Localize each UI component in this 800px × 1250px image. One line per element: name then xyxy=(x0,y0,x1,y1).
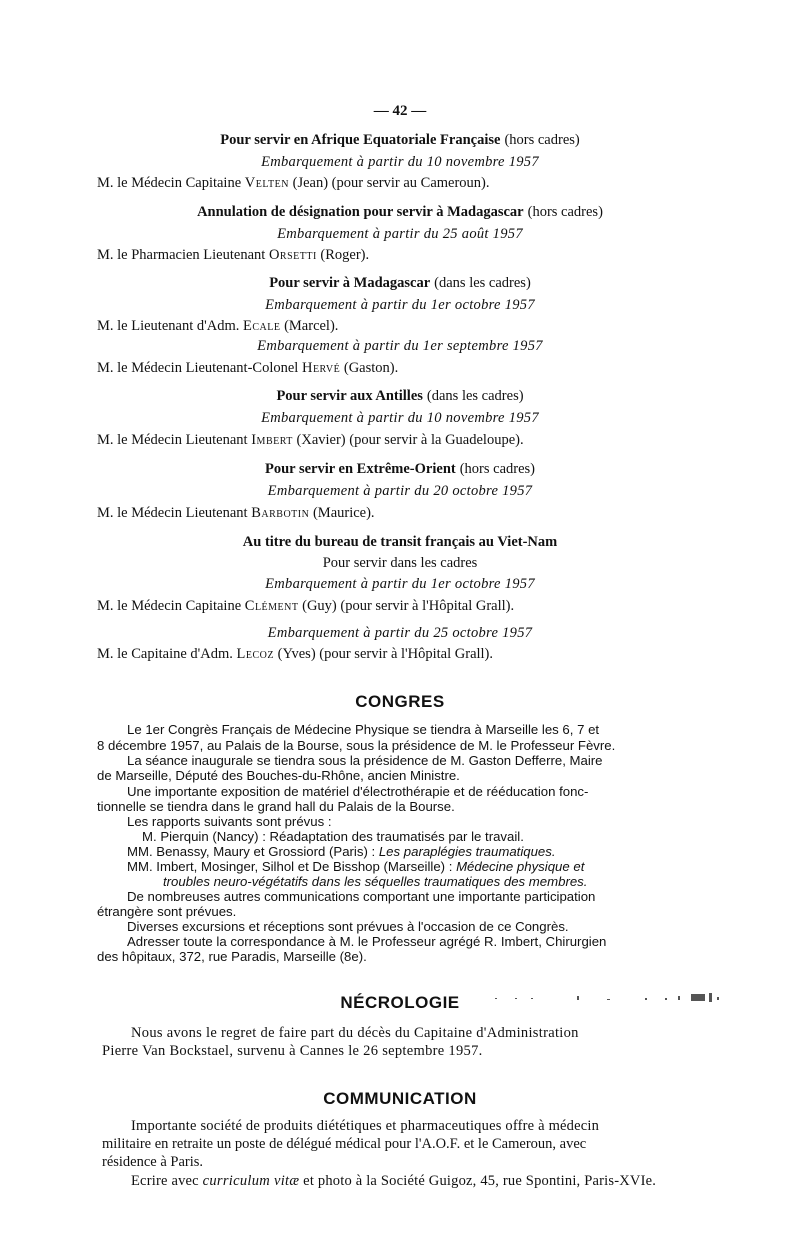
section-title: Pour servir aux Antilles xyxy=(276,388,423,404)
section-heading xyxy=(0,533,800,551)
section-qualifier: (dans les cadres) xyxy=(434,275,531,291)
necrologie-heading: NÉCROLOGIE xyxy=(340,993,460,1012)
embarkment-date: Embarquement à partir du 1er octobre 1957 xyxy=(265,576,535,592)
person-entry: M. le Capitaine d'Adm. Lecoz (Yves) (pour servir à l'Hôpital Grall). xyxy=(97,646,494,662)
section-qualifier: (dans les cadres) xyxy=(426,388,524,404)
person-entry: M. le Médecin Capitaine Velten (Jean) (pour servir au Cameroun). xyxy=(97,175,490,191)
section-heading xyxy=(0,387,800,405)
congres-text: 8 décembre 1957, au Palais de la Bourse, sous la présidence de M. le Professeur Fèvre. xyxy=(97,738,616,753)
congres-text: MM. Benassy, Maury et Grossiord (Paris) : Les paraplégies traumatiques. xyxy=(127,844,556,859)
congres-text: des hôpitaux, 372, rue Paradis, Marseille (8e). xyxy=(97,949,367,964)
communication-text: Importante société de produits diététiques et pharmaceutiques offre à médecin xyxy=(131,1118,600,1134)
embarkment-date: Embarquement à partir du 10 novembre 1957 xyxy=(261,154,539,170)
congres-text: Une importante exposition de matériel d'électrothérapie et de rééducation fonc- xyxy=(127,784,589,799)
embarkment-date: Embarquement à partir du 20 octobre 1957 xyxy=(267,483,533,499)
communication-text: Ecrire avec curriculum vitæ et photo à la Société Guigoz, 45, rue Spontini, Paris-XVIe. xyxy=(131,1173,657,1189)
embarkment-date: Embarquement à partir du 10 novembre 1957 xyxy=(261,410,539,426)
congres-text: Adresser toute la correspondance à M. le Professeur agrégé R. Imbert, Chirurgien xyxy=(127,934,607,949)
person-entry: M. le Médecin Lieutenant Imbert (Xavier) (pour servir à la Guadeloupe). xyxy=(97,432,524,448)
scan-artifact xyxy=(495,991,735,1005)
communication-heading: COMMUNICATION xyxy=(323,1089,477,1108)
congres-text: tionnelle se tiendra dans le grand hall du Palais de la Bourse. xyxy=(97,799,455,814)
congres-text: Le 1er Congrès Français de Médecine Physique se tiendra à Marseille les 6, 7 et xyxy=(127,722,600,737)
section-qualifier: (hors cadres) xyxy=(527,204,603,220)
section-heading xyxy=(0,460,800,478)
section-title: Pour servir en Afrique Equatoriale Française xyxy=(220,132,501,148)
section-qualifier: (hors cadres) xyxy=(459,461,536,477)
congres-text: troubles neuro-végétatifs dans les séquelles traumatiques des membres. xyxy=(163,874,588,889)
congres-text: Les rapports suivants sont prévus : xyxy=(127,814,332,829)
person-entry: M. le Pharmacien Lieutenant Orsetti (Roger). xyxy=(97,247,370,263)
embarkment-date: Embarquement à partir du 1er octobre 1957 xyxy=(265,297,535,313)
page-number: — 42 — xyxy=(373,103,427,119)
section-title: Pour servir en Extrême-Orient xyxy=(264,461,456,477)
congres-text: La séance inaugurale se tiendra sous la présidence de M. Gaston Defferre, Maire xyxy=(127,753,603,768)
section-title: Pour servir à Madagascar xyxy=(269,275,431,291)
section-qualifier: (hors cadres) xyxy=(504,132,580,148)
person-entry: M. le Médecin Lieutenant Barbotin (Maurice). xyxy=(97,505,375,521)
person-entry: M. le Lieutenant d'Adm. Ecale (Marcel). xyxy=(97,318,339,334)
section-heading xyxy=(0,274,800,292)
embarkment-date: Embarquement à partir du 25 août 1957 xyxy=(277,226,523,242)
congres-text: de Marseille, Député des Bouches-du-Rhône, ancien Ministre. xyxy=(97,768,460,783)
congres-text: De nombreuses autres communications comportant une importante participation xyxy=(127,889,596,904)
person-entry: M. le Médecin Lieutenant-Colonel Hervé (Gaston). xyxy=(97,360,399,376)
section-heading xyxy=(0,203,800,221)
congres-text: M. Pierquin (Nancy) : Réadaptation des traumatisés par le travail. xyxy=(142,829,524,844)
section-heading xyxy=(0,131,800,149)
embarkment-date: Embarquement à partir du 25 octobre 1957 xyxy=(267,625,533,641)
embarkment-date: Embarquement à partir du 1er septembre 1957 xyxy=(257,338,543,354)
section-title: Annulation de désignation pour servir à Madagascar xyxy=(197,204,524,220)
person-entry: M. le Médecin Capitaine Clément (Guy) (pour servir à l'Hôpital Grall). xyxy=(97,598,515,614)
communication-text: résidence à Paris. xyxy=(102,1154,204,1170)
congres-text: étrangère sont prévues. xyxy=(97,904,237,919)
section-subtitle: Pour servir dans les cadres xyxy=(322,555,478,571)
necrologie-text: Pierre Van Bockstael, survenu à Cannes le 26 septembre 1957. xyxy=(102,1043,483,1059)
congres-text: MM. Imbert, Mosinger, Silhol et De Bisshop (Marseille) : Médecine physique et xyxy=(127,859,585,874)
necrologie-text: Nous avons le regret de faire part du décès du Capitaine d'Administration xyxy=(131,1025,579,1041)
communication-text: militaire en retraite un poste de délégué médical pour l'A.O.F. et le Cameroun, avec xyxy=(102,1136,587,1152)
congres-heading: CONGRES xyxy=(355,692,445,711)
congres-text: Diverses excursions et réceptions sont prévues à l'occasion de ce Congrès. xyxy=(127,919,569,934)
section-title: Au titre du bureau de transit français au Viet-Nam xyxy=(242,534,558,550)
